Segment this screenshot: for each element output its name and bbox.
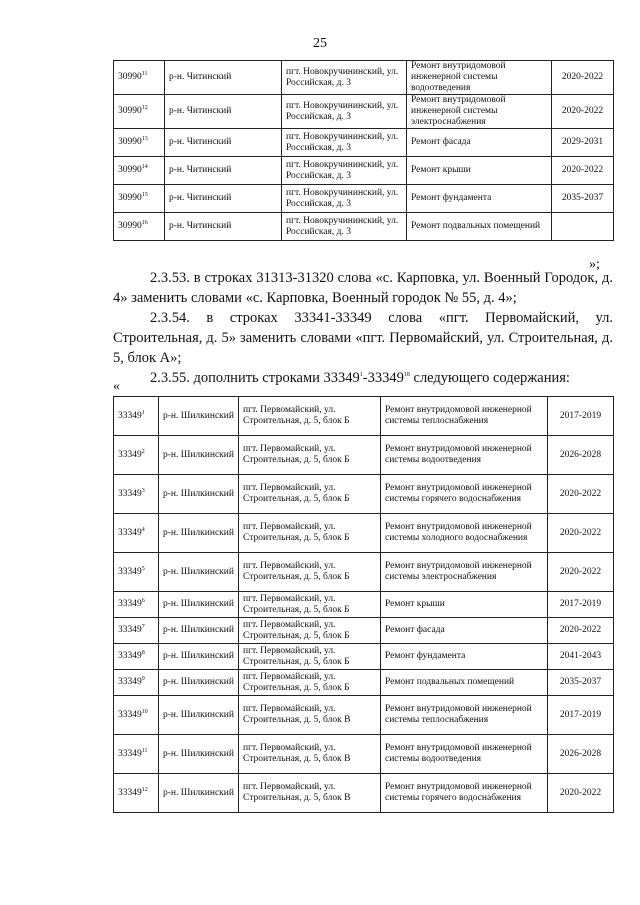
years-cell: 2020-2022 (548, 514, 614, 553)
years-cell: 2035-2037 (548, 670, 614, 696)
amendment-paragraphs (113, 268, 613, 388)
work-type-cell: Ремонт внутридомовой инженерной системы электроснабжения (381, 553, 548, 592)
district-cell: р-н. Шилкинский (159, 696, 239, 735)
years-cell: 2035-2037 (552, 185, 614, 213)
years-cell: 2029-2031 (552, 129, 614, 157)
address-cell: пгт. Новокручининский, ул. Российская, д. 3 (282, 157, 407, 185)
table-row (114, 553, 614, 592)
table-row (114, 436, 614, 475)
address-cell: пгт. Новокручининский, ул. Российская, д. 3 (282, 185, 407, 213)
paragraph-2-3-53: 2.3.53. в строках 31313-31320 слова «с. Карповка, ул. Военный Городок, д. 4» заменить словами «с. Карповка, Военный городок № 55, д. 4»; (113, 270, 613, 306)
work-type-cell: Ремонт внутридомовой инженерной системы теплоснабжения (381, 696, 548, 735)
work-type-cell: Ремонт подвальных помещений (381, 670, 548, 696)
table-row (114, 475, 614, 514)
opening-quote: « (113, 379, 120, 394)
district-cell: р-н. Шилкинский (159, 670, 239, 696)
address-cell: пгт. Первомайский, ул. Строительная, д. 5, блок В (239, 774, 381, 813)
district-cell: р-н. Шилкинский (159, 774, 239, 813)
work-type-cell: Ремонт крыши (407, 157, 552, 185)
district-cell: р-н. Шилкинский (159, 618, 239, 644)
address-cell: пгт. Первомайский, ул. Строительная, д. 5, блок Б (239, 553, 381, 592)
table-row (114, 696, 614, 735)
row-number-cell: 33349$^{10}$ (114, 696, 159, 735)
district-cell: р-н. Шилкинский (159, 514, 239, 553)
row-number-cell: 33349$^2$ (114, 436, 159, 475)
row-number-cell: 30990$^{12}$ (114, 95, 165, 129)
years-cell: 2020-2022 (552, 157, 614, 185)
row-number-cell: 33349$^3$ (114, 475, 159, 514)
table-row (114, 670, 614, 696)
work-type-cell: Ремонт внутридомовой инженерной системы водоотведения (381, 436, 548, 475)
work-type-cell: Ремонт внутридомовой инженерной системы холодного водоснабжения (381, 514, 548, 553)
table-row (114, 644, 614, 670)
row-number-cell: 30990$^{16}$ (114, 213, 165, 241)
address-cell: пгт. Первомайский, ул. Строительная, д. 5, блок Б (239, 592, 381, 618)
address-cell: пгт. Первомайский, ул. Строительная, д. 5, блок Б (239, 475, 381, 514)
table-row (114, 61, 614, 95)
years-cell: 2020-2022 (552, 95, 614, 129)
row-number-cell: 30990$^{14}$ (114, 157, 165, 185)
row-number-cell: 33349$^8$ (114, 644, 159, 670)
row-number-cell: 33349$^7$ (114, 618, 159, 644)
district-cell: р-н. Читинский (165, 95, 282, 129)
address-cell: пгт. Первомайский, ул. Строительная, д. 5, блок Б (239, 436, 381, 475)
table-row (114, 618, 614, 644)
paragraph-2-3-54: 2.3.54. в строках 33341-33349 слова «пгт. Первомайский, ул. Строительная, д. 5» заменить словами «пгт. Первомайский, ул. Строительная, д. 5, блок А»; (113, 310, 613, 366)
work-type-cell: Ремонт внутридомовой инженерной системы электроснабжения (407, 95, 552, 129)
work-type-cell: Ремонт фасада (381, 618, 548, 644)
years-cell: 2020-2022 (548, 553, 614, 592)
years-cell: 2020-2022 (548, 774, 614, 813)
address-cell: пгт. Первомайский, ул. Строительная, д. 5, блок Б (239, 514, 381, 553)
district-cell: р-н. Читинский (165, 213, 282, 241)
years-cell: 2020-2022 (548, 618, 614, 644)
page-number: 25 (313, 36, 327, 51)
address-cell: пгт. Новокручининский, ул. Российская, д. 3 (282, 95, 407, 129)
row-number-cell: 33349$^1$ (114, 397, 159, 436)
district-cell: р-н. Шилкинский (159, 644, 239, 670)
district-cell: р-н. Читинский (165, 157, 282, 185)
table-row (114, 213, 614, 241)
table-row (114, 129, 614, 157)
table-existing-body (114, 61, 614, 241)
district-cell: р-н. Шилкинский (159, 397, 239, 436)
table-new-rows (113, 396, 614, 813)
work-type-cell: Ремонт фундамента (407, 185, 552, 213)
paragraph-2-3-55: 2.3.55. дополнить строками 33349$^1$-33349$^{18}$ следующего содержания: (150, 370, 570, 386)
address-cell: пгт. Новокручининский, ул. Российская, д. 3 (282, 129, 407, 157)
district-cell: р-н. Шилкинский (159, 475, 239, 514)
table-row (114, 185, 614, 213)
row-number-cell: 30990$^{15}$ (114, 185, 165, 213)
table-row (114, 157, 614, 185)
row-number-cell: 33349$^{11}$ (114, 735, 159, 774)
work-type-cell: Ремонт внутридомовой инженерной системы горячего водоснабжения (381, 475, 548, 514)
work-type-cell: Ремонт внутридомовой инженерной системы водоотведения (381, 735, 548, 774)
address-cell: пгт. Новокручининский, ул. Российская, д. 3 (282, 61, 407, 95)
row-number-cell: 33349$^5$ (114, 553, 159, 592)
row-number-cell: 33349$^4$ (114, 514, 159, 553)
years-cell: 2041-2043 (548, 644, 614, 670)
row-number-cell: 33349$^{12}$ (114, 774, 159, 813)
table-row (114, 735, 614, 774)
district-cell: р-н. Читинский (165, 129, 282, 157)
years-cell: 2020-2022 (548, 475, 614, 514)
table-row (114, 397, 614, 436)
address-cell: пгт. Первомайский, ул. Строительная, д. 5, блок Б (239, 397, 381, 436)
address-cell: пгт. Первомайский, ул. Строительная, д. 5, блок Б (239, 670, 381, 696)
work-type-cell: Ремонт подвальных помещений (407, 213, 552, 241)
table-existing-rows (113, 60, 614, 241)
district-cell: р-н. Читинский (165, 185, 282, 213)
address-cell: пгт. Первомайский, ул. Строительная, д. 5, блок Б (239, 618, 381, 644)
district-cell: р-н. Шилкинский (159, 592, 239, 618)
years-cell (552, 213, 614, 241)
work-type-cell: Ремонт внутридомовой инженерной системы горячего водоснабжения (381, 774, 548, 813)
table-row (114, 774, 614, 813)
work-type-cell: Ремонт фундамента (381, 644, 548, 670)
years-cell: 2017-2019 (548, 397, 614, 436)
address-cell: пгт. Первомайский, ул. Строительная, д. 5, блок Б (239, 644, 381, 670)
work-type-cell: Ремонт крыши (381, 592, 548, 618)
work-type-cell: Ремонт внутридомовой инженерной системы водоотведения (407, 61, 552, 95)
years-cell: 2026-2028 (548, 436, 614, 475)
row-number-cell: 30990$^{13}$ (114, 129, 165, 157)
district-cell: р-н. Шилкинский (159, 436, 239, 475)
years-cell: 2020-2022 (552, 61, 614, 95)
closing-quote: »; (589, 257, 600, 272)
years-cell: 2026-2028 (548, 735, 614, 774)
district-cell: р-н. Читинский (165, 61, 282, 95)
row-number-cell: 33349$^9$ (114, 670, 159, 696)
table-row (114, 592, 614, 618)
address-cell: пгт. Новокручининский, ул. Российская, д. 3 (282, 213, 407, 241)
row-number-cell: 30990$^{11}$ (114, 61, 165, 95)
table-row (114, 514, 614, 553)
work-type-cell: Ремонт внутридомовой инженерной системы теплоснабжения (381, 397, 548, 436)
years-cell: 2017-2019 (548, 592, 614, 618)
district-cell: р-н. Шилкинский (159, 735, 239, 774)
address-cell: пгт. Первомайский, ул. Строительная, д. 5, блок В (239, 735, 381, 774)
years-cell: 2017-2019 (548, 696, 614, 735)
table-new-body (114, 397, 614, 813)
address-cell: пгт. Первомайский, ул. Строительная, д. 5, блок В (239, 696, 381, 735)
district-cell: р-н. Шилкинский (159, 553, 239, 592)
work-type-cell: Ремонт фасада (407, 129, 552, 157)
row-number-cell: 33349$^6$ (114, 592, 159, 618)
table-row (114, 95, 614, 129)
